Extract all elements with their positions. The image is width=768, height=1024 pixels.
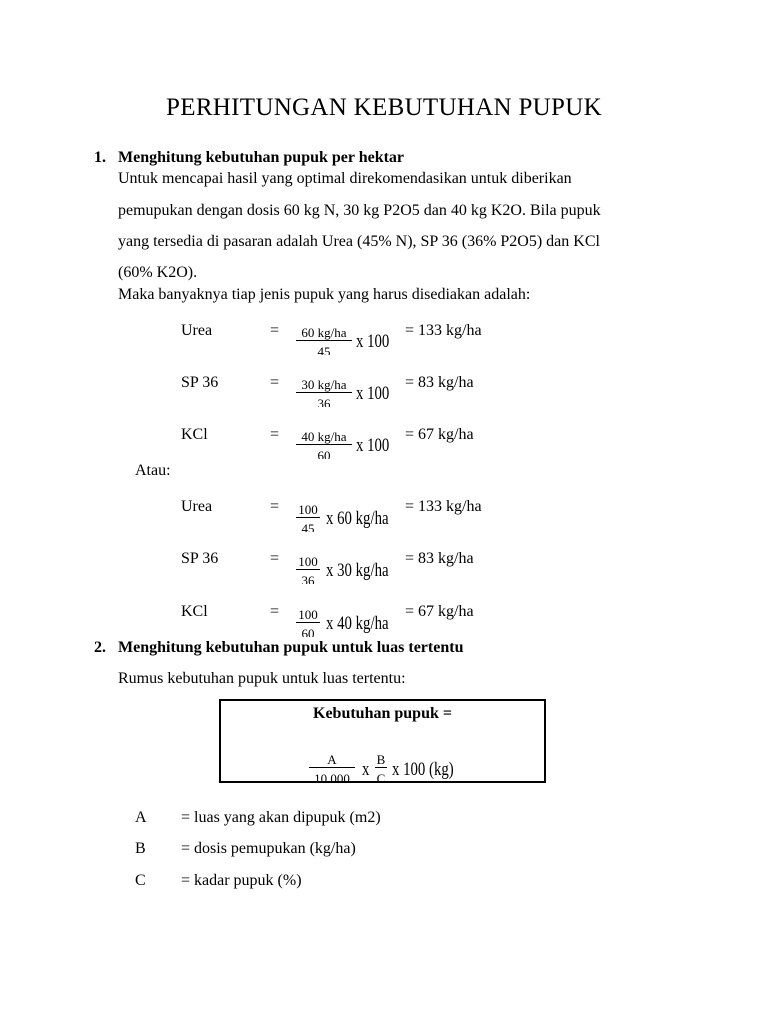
fraction-denominator: 36	[301, 573, 315, 584]
fraction	[296, 605, 322, 637]
page-title: PERHITUNGAN KEBUTUHAN PUPUK	[166, 94, 602, 121]
fraction-numerator: 60 kg/ha	[301, 325, 347, 340]
fraction-bar	[296, 517, 320, 518]
equals-sign: =	[270, 322, 280, 339]
result: = 83 kg/ha	[405, 374, 474, 391]
legend-description: = luas yang akan dipupuk (m2)	[181, 809, 381, 826]
multiplier: x 40 kg/ha	[326, 613, 389, 634]
equals-sign: =	[270, 603, 280, 620]
section-1-heading: Menghitung kebutuhan pupuk per hektar	[118, 149, 405, 166]
legend-key: A	[135, 809, 147, 826]
paragraph-line: yang tersedia di pasaran adalah Urea (45% N), SP 36 (36% P2O5) dan KCl	[118, 233, 600, 250]
multiplier: x 100	[356, 383, 390, 404]
fraction-numerator: 40 kg/ha	[301, 429, 347, 444]
fertilizer-name: Urea	[181, 322, 213, 339]
multiplier: x 100	[356, 435, 390, 456]
fertilizer-name: SP 36	[181, 550, 219, 567]
fraction-denominator: 45	[301, 521, 315, 532]
legend-key: B	[135, 840, 146, 857]
fraction-numerator: B	[376, 752, 386, 767]
result: = 133 kg/ha	[405, 498, 482, 515]
fraction-area	[309, 750, 357, 782]
fraction-denominator: 60	[317, 448, 331, 459]
result: = 133 kg/ha	[405, 322, 482, 339]
fraction-numerator: A	[327, 752, 337, 767]
fraction-denominator: 45	[317, 344, 331, 355]
fraction-bar	[309, 767, 355, 768]
fertilizer-name: Urea	[181, 498, 213, 515]
fraction-denominator: 36	[317, 396, 331, 407]
fraction-bar	[296, 622, 320, 623]
formula-box	[219, 699, 546, 783]
fraction-dose	[375, 750, 389, 782]
fraction-denominator: C	[376, 771, 386, 782]
fraction-bar	[296, 392, 352, 393]
equals-sign: =	[270, 498, 280, 515]
paragraph-line: pemupukan dengan dosis 60 kg N, 30 kg P2O5 dan 40 kg K2O. Bila pupuk	[118, 202, 601, 219]
legend-description: = dosis pemupukan (kg/ha)	[181, 840, 356, 857]
fraction	[296, 500, 322, 532]
fraction-numerator: 100	[298, 554, 318, 569]
formula-tail: x 100 (kg)	[392, 759, 454, 780]
fertilizer-name: SP 36	[181, 374, 219, 391]
fraction-bar	[296, 340, 352, 341]
fraction-numerator: 100	[298, 502, 318, 517]
fraction-bar	[296, 444, 352, 445]
paragraph-line: Untuk mencapai hasil yang optimal direkomendasikan untuk diberikan	[118, 170, 572, 187]
or-label: Atau:	[135, 462, 171, 479]
legend-key: C	[135, 872, 146, 889]
result: = 83 kg/ha	[405, 550, 474, 567]
fraction-bar	[375, 767, 387, 768]
multiplier: x 60 kg/ha	[326, 508, 389, 529]
fertilizer-name: KCl	[181, 426, 208, 443]
fraction-numerator: 100	[298, 607, 318, 622]
fraction	[296, 323, 354, 355]
formula-label: Kebutuhan pupuk =	[313, 705, 452, 722]
fertilizer-name: KCl	[181, 603, 208, 620]
paragraph-line: (60% K2O).	[118, 264, 198, 281]
fraction	[296, 552, 322, 584]
section-2-heading: Menghitung kebutuhan pupuk untuk luas tertentu	[118, 639, 464, 656]
legend-description: = kadar pupuk (%)	[181, 872, 302, 889]
formula-intro: Rumus kebutuhan pupuk untuk luas tertentu:	[118, 670, 406, 687]
equals-sign: =	[270, 426, 280, 443]
equals-sign: =	[270, 550, 280, 567]
multiplier: x 100	[356, 331, 390, 352]
result: = 67 kg/ha	[405, 603, 474, 620]
fraction	[296, 375, 354, 407]
fraction-bar	[296, 569, 320, 570]
times-sign: x	[362, 759, 370, 780]
fraction-numerator: 30 kg/ha	[301, 377, 347, 392]
result: = 67 kg/ha	[405, 426, 474, 443]
multiplier: x 30 kg/ha	[326, 560, 389, 581]
fraction-denominator: 10.000	[314, 771, 350, 782]
equals-sign: =	[270, 374, 280, 391]
fraction-denominator: 60	[301, 626, 315, 637]
section-1-number: 1.	[94, 149, 106, 166]
fraction	[296, 427, 354, 459]
calc-intro: Maka banyaknya tiap jenis pupuk yang harus disediakan adalah:	[118, 286, 531, 303]
section-2-number: 2.	[94, 639, 106, 656]
